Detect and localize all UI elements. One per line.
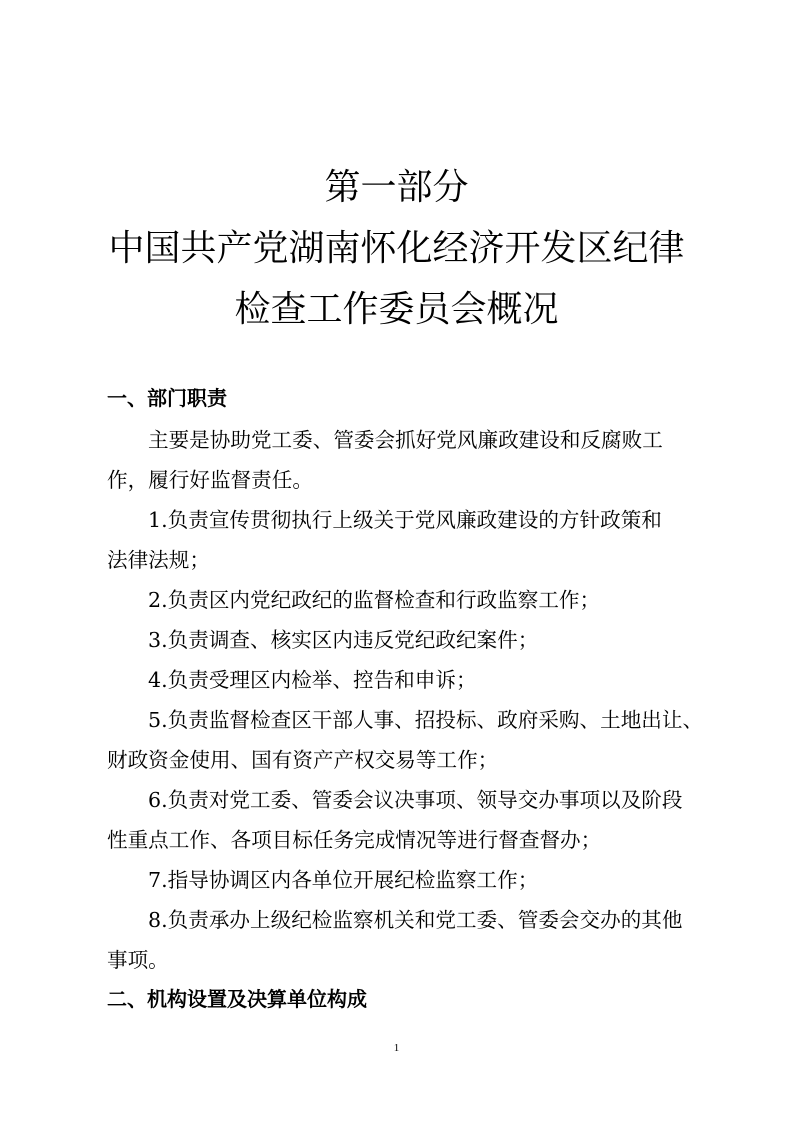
paragraph-line: 8.负责承办上级纪检监察机关和党工委、管委会交办的其他 <box>148 908 683 932</box>
page-number: 1 <box>393 1042 400 1054</box>
section-heading-responsibilities: 一、部门职责 <box>107 386 227 410</box>
title-organization-line2: 检查工作委员会概况 <box>234 289 559 330</box>
paragraph-line: 6.负责对党工委、管委会议决事项、领导交办事项以及阶段 <box>148 788 683 812</box>
paragraph-line: 2.负责区内党纪政纪的监督检查和行政监察工作； <box>148 588 601 612</box>
paragraph-line: 法律法规； <box>107 548 210 572</box>
paragraph-line: 3.负责调查、核实区内违反党纪政纪案件； <box>148 628 539 652</box>
paragraph-line: 主要是协助党工委、管委会抓好党风廉政建设和反腐败工 <box>148 428 663 452</box>
paragraph-line: 财政资金使用、国有资产产权交易等工作； <box>107 748 499 772</box>
paragraph-line: 7.指导协调区内各单位开展纪检监察工作； <box>148 868 539 892</box>
section-heading-organization: 二、机构设置及决算单位构成 <box>107 987 367 1011</box>
paragraph-line: 性重点工作、各项目标任务完成情况等进行督查督办； <box>107 828 602 852</box>
paragraph-line: 5.负责监督检查区干部人事、招投标、政府采购、土地出让、 <box>148 708 704 732</box>
title-part: 第一部分 <box>324 167 469 208</box>
paragraph-line: 作，履行好监督责任。 <box>107 468 313 492</box>
paragraph-line: 事项。 <box>107 948 169 972</box>
paragraph-line: 1.负责宣传贯彻执行上级关于党风廉政建设的方针政策和 <box>148 508 662 532</box>
paragraph-line: 4.负责受理区内检举、控告和申诉； <box>148 668 477 692</box>
title-organization-line1: 中国共产党湖南怀化经济开发区纪律 <box>108 228 685 269</box>
